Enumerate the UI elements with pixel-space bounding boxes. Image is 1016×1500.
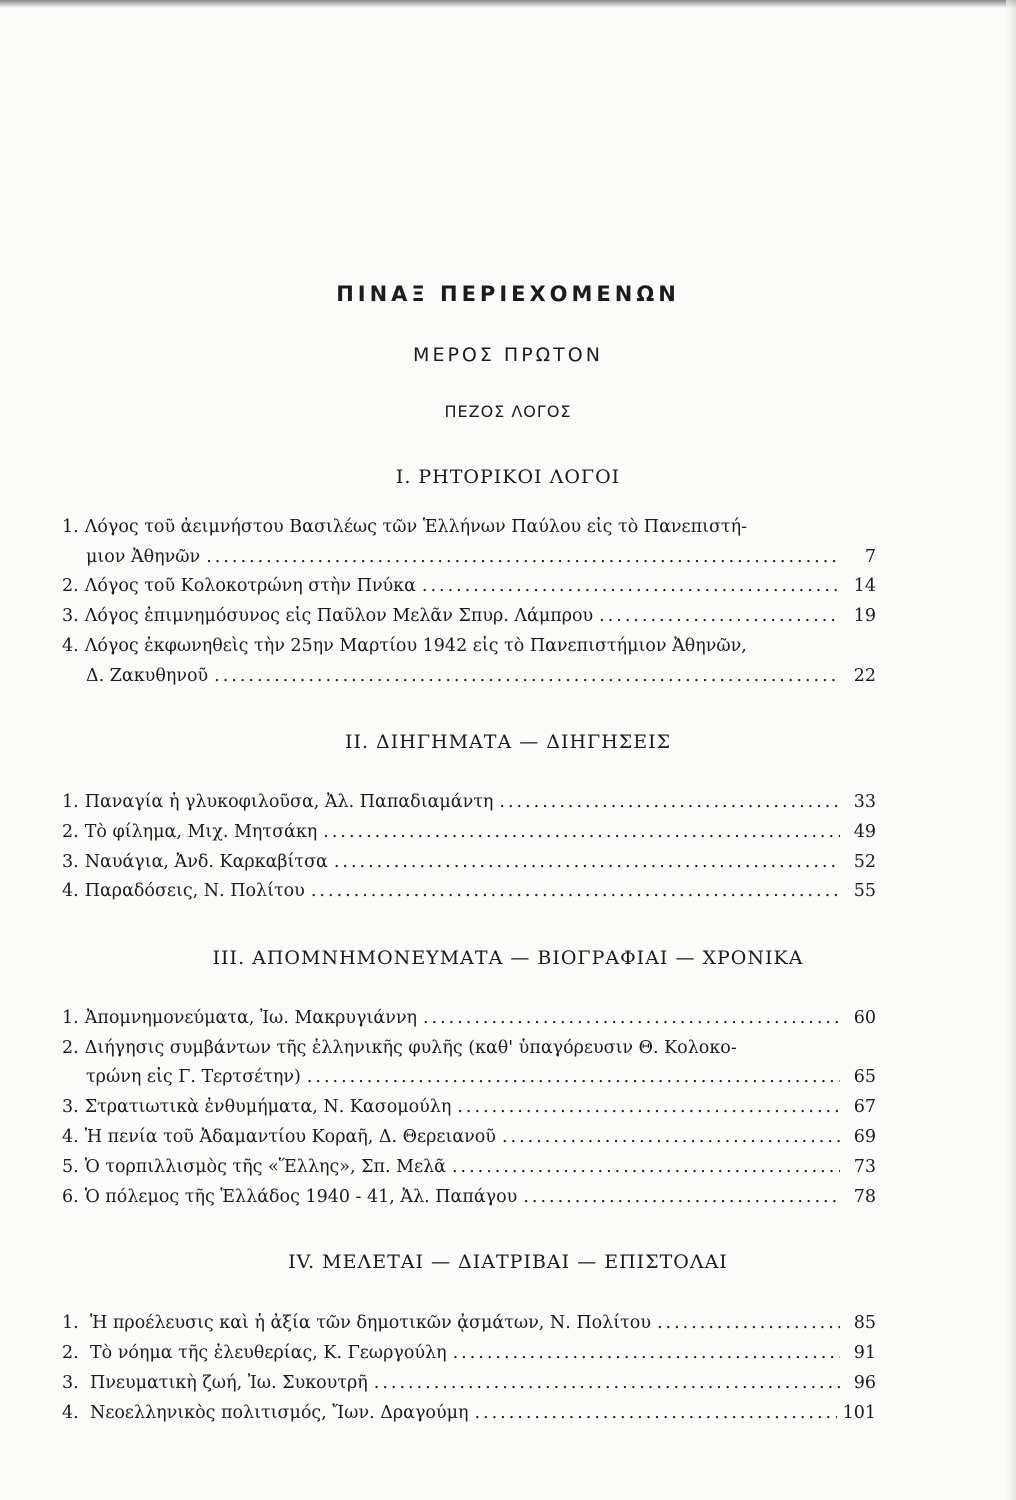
page-number: 14 [853, 576, 876, 596]
entry-title: Ὁ πόλεμος τῆς Ἑλλάδος 1940 - 41, Ἀλ. Παπάγου [84, 1187, 518, 1207]
toc-entry [62, 576, 876, 606]
entry-title: Ἡ πενία τοῦ Ἀδαμαντίου Κοραῆ, Δ. Θερειανοῦ [84, 1127, 496, 1147]
toc-entry-continuation [62, 666, 876, 696]
page-number: 65 [853, 1067, 876, 1087]
leader-dots [502, 1127, 840, 1147]
leader-dots [657, 1313, 840, 1333]
entry-title: Λόγος τοῦ Κολοκοτρώνη στὴν Πνύκα [84, 576, 416, 596]
entry-number: 1. [62, 1313, 79, 1333]
entry-title-continued: Δ. Ζακυθηνοῦ [86, 666, 209, 686]
entry-number: 2. [62, 822, 79, 842]
leader-dots [423, 1008, 840, 1028]
part-title: ΜΕΡΟΣ ΠΡΩΤΟΝ [413, 344, 603, 366]
section-heading-2: ΙΙ. ΔΙΗΓΗΜΑΤΑ — ΔΙΗΓΗΣΕΙΣ [344, 731, 672, 753]
leader-dots [453, 1343, 840, 1363]
leader-dots [457, 1097, 840, 1117]
toc-entry [62, 852, 876, 882]
page-number: 69 [853, 1127, 876, 1147]
toc-entry [62, 1127, 876, 1157]
section-heading-1: Ι. ΡΗΤΟΡΙΚΟΙ ΛΟΓΟΙ [395, 466, 621, 488]
page-number: 91 [853, 1343, 876, 1363]
leader-dots [206, 547, 840, 567]
entry-title: Παναγία ἡ γλυκοφιλοῦσα, Ἀλ. Παπαδιαμάντη [84, 792, 494, 812]
entry-number: 2. [62, 1038, 79, 1058]
leader-dots [307, 1067, 840, 1087]
page-number: 22 [853, 666, 876, 686]
section-heading-3: ΙΙΙ. ΑΠΟΜΝΗΜΟΝΕΥΜΑΤΑ — ΒΙΟΓΡΑΦΙΑΙ — ΧΡΟΝΙΚΑ [212, 947, 804, 969]
toc-entry [62, 517, 876, 547]
entry-title: Τὸ φίλημα, Μιχ. Μητσάκη [84, 822, 318, 842]
toc-entry [62, 1313, 876, 1343]
page-number: 60 [853, 1008, 876, 1028]
toc-entry-continuation [62, 1067, 876, 1097]
page-number: 19 [853, 606, 876, 626]
leader-dots [311, 881, 840, 901]
toc-entry [62, 1343, 876, 1373]
leader-dots [474, 1403, 836, 1423]
toc-entry [62, 1097, 876, 1127]
leader-dots [334, 852, 840, 872]
page-title: ΠΙΝΑΞ ΠΕΡΙΕΧΟΜΕΝΩΝ [336, 282, 680, 306]
page-number: 33 [853, 792, 876, 812]
leader-dots [374, 1373, 840, 1393]
entry-number: 3. [62, 606, 79, 626]
leader-dots [214, 666, 840, 686]
entry-number: 4. [62, 1403, 79, 1423]
page-top-edge-shadow [0, 0, 1016, 8]
entry-number: 4. [62, 1127, 79, 1147]
toc-entry [62, 606, 876, 636]
entry-title: Λόγος ἐκφωνηθεὶς τὴν 25ην Μαρτίου 1942 εἰς τὸ Πανεπιστήμιον Ἀθηνῶν, [84, 636, 747, 656]
toc-entry [62, 1157, 876, 1187]
entry-title-continued: τρώνη εἰς Γ. Τερτσέτην) [86, 1067, 301, 1087]
leader-dots [422, 576, 840, 596]
page-number: 85 [853, 1313, 876, 1333]
entry-title: Ναυάγια, Ἀνδ. Καρκαβίτσα [84, 852, 328, 872]
entry-title: Ὁ τορπιλλισμὸς τῆς «Ἕλλης», Σπ. Μελᾶ [84, 1157, 446, 1177]
entry-number: 5. [62, 1157, 79, 1177]
toc-entry [62, 822, 876, 852]
entry-title: Πνευματικὴ ζωή, Ἰω. Συκουτρῆ [90, 1373, 368, 1393]
entry-number: 4. [62, 881, 79, 901]
entry-number: 2. [62, 576, 79, 596]
entry-title-continued: μιον Ἀθηνῶν [86, 547, 201, 567]
page-number: 55 [853, 881, 876, 901]
leader-dots [599, 606, 840, 626]
toc-entry [62, 1403, 876, 1433]
entry-number: 3. [62, 852, 79, 872]
page-number: 101 [842, 1403, 876, 1423]
page-number: 78 [853, 1187, 876, 1207]
entry-number: 1. [62, 1008, 79, 1028]
subpart-title: ΠΕΖΟΣ ΛΟΓΟΣ [444, 402, 572, 421]
toc-entry [62, 1038, 876, 1068]
page-number: 49 [853, 822, 876, 842]
entry-title: Ἀπομνημονεύματα, Ἰω. Μακρυγιάννη [84, 1008, 417, 1028]
entry-title: Παραδόσεις, Ν. Πολίτου [84, 881, 305, 901]
entry-title: Στρατιωτικὰ ἐνθυμήματα, Ν. Κασομούλη [84, 1097, 452, 1117]
leader-dots [323, 822, 840, 842]
leader-dots [499, 792, 840, 812]
leader-dots [523, 1187, 840, 1207]
leader-dots [452, 1157, 840, 1177]
entry-number: 3. [62, 1097, 79, 1117]
entry-number: 3. [62, 1373, 79, 1393]
toc-entry [62, 1187, 876, 1217]
page-number: 67 [853, 1097, 876, 1117]
entry-title: Νεοελληνικὸς πολιτισμός, Ἴων. Δραγούμη [90, 1403, 469, 1423]
entry-number: 2. [62, 1343, 79, 1363]
toc-entry [62, 1008, 876, 1038]
toc-entry-continuation [62, 547, 876, 577]
toc-entry [62, 1373, 876, 1403]
page-number: 7 [864, 547, 876, 567]
toc-entry [62, 636, 876, 666]
entry-title: Τὸ νόημα τῆς ἐλευθερίας, Κ. Γεωργούλη [90, 1343, 447, 1363]
entry-title: Λόγος ἐπιμνημόσυνος εἰς Παῦλον Μελᾶν Σπυρ. Λάμπρου [84, 606, 594, 626]
entry-title: Ἡ προέλευσις καὶ ἡ ἀξία τῶν δημοτικῶν ᾀσμάτων, Ν. Πολίτου [90, 1313, 651, 1333]
toc-entry [62, 792, 876, 822]
page-number: 96 [853, 1373, 876, 1393]
entry-number: 6. [62, 1187, 79, 1207]
page-number: 73 [853, 1157, 876, 1177]
entry-number: 1. [62, 792, 79, 812]
toc-entry [62, 881, 876, 911]
entry-number: 4. [62, 636, 79, 656]
entry-title: Διήγησις συμβάντων τῆς ἑλληνικῆς φυλῆς (καθ' ὑπαγόρευσιν Θ. Κολοκο- [84, 1038, 737, 1058]
page-number: 52 [853, 852, 876, 872]
entry-number: 1. [62, 517, 79, 537]
section-heading-4: ΙV. ΜΕΛΕΤΑΙ — ΔΙΑΤΡΙΒΑΙ — ΕΠΙΣΤΟΛΑΙ [288, 1251, 728, 1273]
entry-title: Λόγος τοῦ ἀειμνήστου Βασιλέως τῶν Ἑλλήνων Παύλου εἰς τὸ Πανεπιστή- [84, 517, 747, 537]
